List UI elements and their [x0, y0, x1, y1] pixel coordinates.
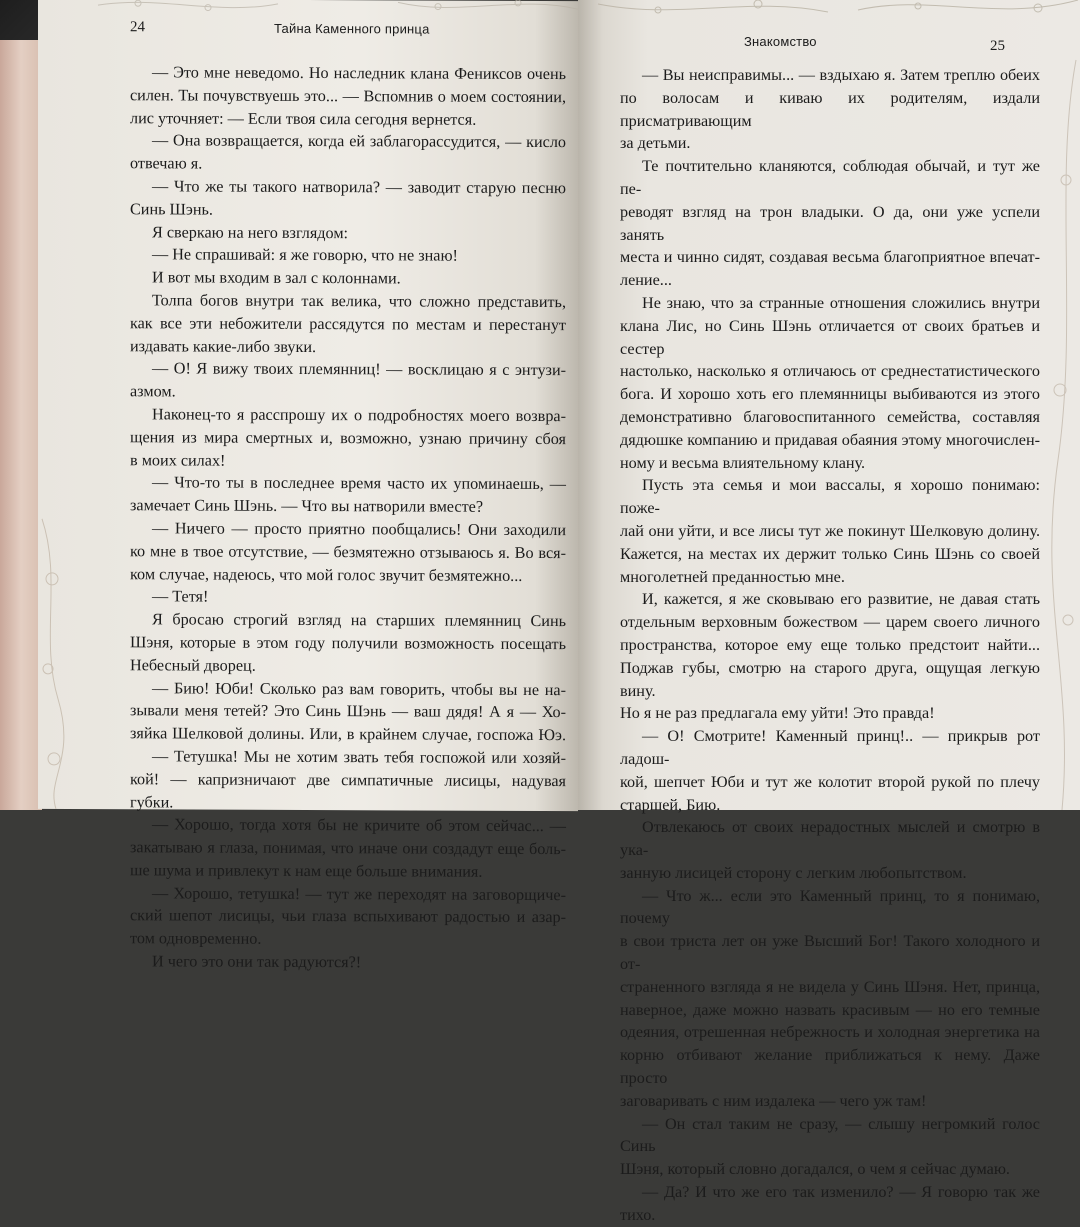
text-line: настолько, насколько я отличаюсь от среднестатистического: [620, 362, 1040, 381]
text-line: — О! Я вижу твоих племянниц! — восклицаю я с энтузи-: [152, 359, 566, 380]
text-line: силен. Ты почувствуешь это... — Вспомнив о моем состоянии,: [130, 86, 566, 106]
text-line: Поджав губы, смотрю на старого друга, ощущая легкую вину.: [620, 658, 1040, 700]
text-line: зяйка Шелковой долины. Или, в крайнем случае, госпожа Юэ.: [130, 724, 566, 745]
text-line: Пусть эта семья и мои вассалы, я хорошо понимаю: поже-: [620, 476, 1040, 518]
body-text: [620, 64, 1040, 1227]
book-cover-edge: [0, 40, 42, 810]
text-line: Шэня, который словно догадался, о чем я сейчас думаю.: [620, 1160, 1010, 1179]
text-line: корню отбивают желание приближаться к нему. Даже просто: [620, 1046, 1040, 1088]
running-header: Тайна Каменного принца: [274, 20, 430, 37]
text-line: — Да? И что же его так изменило? — Я говорю так же: [642, 1183, 1040, 1202]
floral-decoration-left-margin: [38, 519, 68, 809]
body-text: [130, 61, 566, 975]
text-line: клана Лис, но Синь Шэнь отличается от своих братьев и сестер: [620, 316, 1040, 358]
text-line: Синь Шэнь.: [130, 200, 213, 219]
text-line: — Она возвращается, когда ей заблагорассудится, — кисло: [152, 131, 566, 152]
text-line: тихо.: [620, 1205, 656, 1224]
text-line: — Вы неисправимы... — вздыхаю я. Затем треплю обеих: [642, 66, 1040, 84]
text-line: азмом.: [130, 382, 176, 401]
text-line: — О! Смотрите! Каменный принц!.. — прикрыв рот ладош-: [620, 727, 1040, 768]
floral-decoration-right-margin: [1048, 60, 1080, 810]
text-line: Наконец-то я расспрошу их о подробностях моего возвра-: [152, 405, 566, 426]
text-line: отдельным верховным божеством — царем своего личного: [620, 613, 1040, 632]
text-line: как все эти небожители рассядутся по местам и перестанут: [130, 313, 566, 334]
text-line: ский шепот лисицы, чьи глаза вспыхивают радостью и азар-: [130, 906, 566, 927]
text-line: старшей, Бию.: [620, 795, 721, 814]
text-line: в свои триста лет он уже Высший Бог! Такого холодного и от-: [620, 932, 1040, 974]
text-line: ление...: [620, 271, 672, 290]
text-line: кой, шепчет Юби и тут же колотит второй рукой по плечу: [620, 772, 1040, 791]
text-line: многолетней преданностью мне.: [620, 567, 845, 586]
text-line: в моих силах!: [130, 450, 226, 470]
text-line: лис уточняет: — Если твоя сила сегодня вернется.: [130, 108, 477, 129]
text-line: кой! — капризничают две симпатичные лисицы, надувая губки.: [130, 769, 566, 811]
left-page: [38, 0, 578, 972]
text-line: страненного взгляда я не видела у Синь Шэня. Нет, принца,: [620, 977, 1040, 996]
page-number: 24: [130, 19, 145, 36]
running-header: Знакомство: [744, 34, 817, 49]
text-line: закатываю я глаза, понимая, что иначе они создадут еще боль-: [130, 838, 566, 859]
text-line: занную лисицей сторону с легким любопытством.: [620, 863, 967, 882]
text-line: ному и весьма влиятельному клану.: [620, 453, 866, 472]
text-line: Толпа богов внутри так велика, что сложно представить,: [152, 291, 566, 312]
text-line: И вот мы входим в зал с колоннами.: [152, 268, 401, 288]
page-number: 25: [990, 38, 1005, 54]
text-line: — Хорошо, тетушка! — тут же переходят на заговорщиче-: [152, 884, 566, 904]
text-line: отвечаю я.: [130, 154, 203, 173]
text-line: места и чинно сидят, создавая весьма благоприятное впечат-: [620, 248, 1040, 267]
text-line: ко мне в твое отсутствие, — безмятежно отзываюсь я. Во вся-: [130, 541, 566, 562]
text-line: пространства, которое ему еще только предстоит найти...: [620, 635, 1040, 654]
text-line: замечает Синь Шэнь. — Что вы натворили вместе?: [130, 496, 484, 516]
text-line: реводят взгляд на трон владыки. О да, они уже успели занять: [620, 202, 1040, 244]
text-line: зывали меня тетей? Это Синь Шэнь — ваш дядя! А я — Хо-: [130, 701, 566, 722]
text-line: — Тетушка! Мы не хотим звать тебя госпожой или хозяй-: [152, 747, 566, 768]
text-line: бога. И хорошо хоть его племянницы выбиваются из этого: [620, 385, 1040, 404]
text-line: Я бросаю строгий взгляд на старших племянниц Синь: [152, 610, 566, 631]
text-line: лай они уйти, и все лисы тут же покинут Шелковую долину.: [620, 521, 1040, 540]
text-line: Не знаю, что за странные отношения сложились внутри: [642, 293, 1040, 312]
text-line: — Хорошо, тогда хотя бы не кричите об этом сейчас... —: [152, 815, 566, 836]
text-line: — Что-то ты в последнее время часто их упоминаешь, —: [152, 473, 566, 494]
text-line: — Бию! Юби! Сколько раз вам говорить, чтобы вы не на-: [152, 678, 566, 699]
text-line: щения из мира смертных и, возможно, узнаю причину сбоя: [130, 427, 566, 448]
text-line: Но я не раз предлагала ему уйти! Это правда!: [620, 704, 935, 723]
text-line: — Он стал таким не сразу, — слышу негромкий голос Синь: [620, 1114, 1040, 1156]
right-page: [578, 0, 1080, 1224]
text-line: — Что же ты такого натворила? — заводит старую песню: [152, 177, 566, 198]
text-line: Отвлекаюсь от своих нерадостных мыслей и смотрю в ука-: [620, 818, 1040, 860]
text-line: за детьми.: [620, 134, 691, 153]
text-line: по волосам и киваю их родителям, издали присматривающим: [620, 88, 1040, 130]
text-line: издавать какие-либо звуки.: [130, 336, 317, 356]
text-line: заговаривать с ним издалека — чего уж там!: [620, 1091, 927, 1110]
text-line: — Не спрашивай: я же говорю, что не знаю!: [152, 245, 458, 266]
text-line: Я сверкаю на него взглядом:: [152, 222, 349, 242]
text-line: ком случае, надеюсь, что мой голос звучит безмятежно...: [130, 564, 523, 585]
text-line: демонстративно благовоспитанного семейства, составляя: [620, 407, 1040, 426]
text-line: том одновременно.: [130, 929, 262, 949]
text-line: — Тетя!: [152, 587, 209, 606]
text-line: одеяния, отрешенная небрежность и холодная энергетика на: [620, 1023, 1040, 1042]
text-line: дядюшке компанию и придавая обаяния этому многочислен-: [620, 430, 1040, 449]
text-line: И чего это они так радуются?!: [152, 952, 362, 972]
text-line: — Что ж... если это Каменный принц, то я понимаю, почему: [620, 886, 1040, 928]
text-line: И, кажется, я же сковываю его развитие, не давая стать: [642, 590, 1040, 609]
text-line: Те почтительно кланяются, соблюдая обычай, и тут же пе-: [620, 157, 1040, 198]
text-line: Небесный дворец.: [130, 655, 256, 675]
text-line: — Это мне неведомо. Но наследник клана Фениксов очень: [152, 63, 566, 84]
text-line: Кажется, на местах их держит только Синь Шэнь со своей: [620, 544, 1040, 563]
text-line: — Ничего — просто приятно пообщались! Они заходили: [152, 519, 566, 540]
text-line: ше шума и привлекут к нам еще больше внимания.: [130, 861, 483, 881]
floral-decoration-right: [598, 0, 1078, 34]
text-line: наверное, даже можно назвать красивым — но его темные: [620, 1000, 1040, 1019]
text-line: Шэня, которые в этом году получили возможность посещать: [130, 633, 566, 654]
